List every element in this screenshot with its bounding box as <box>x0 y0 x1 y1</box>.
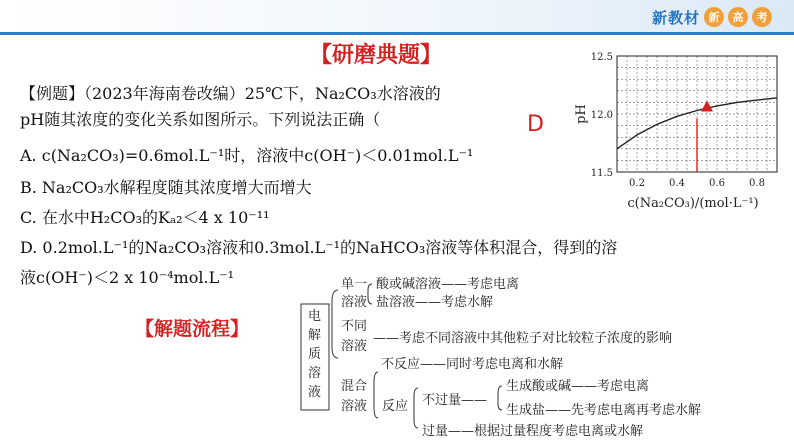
excess-brace <box>498 386 502 410</box>
top-bar <box>0 0 794 34</box>
chart-x-label: c(Na₂CO₃)/(mol·L⁻¹) <box>627 196 759 211</box>
brand-circle-1: 新 <box>704 7 724 27</box>
branch-different-label: 不同 <box>341 319 368 334</box>
option-c: C. 在水中H₂CO₃的Kₐ₂＜4 x 10⁻¹¹ <box>20 208 270 227</box>
chart-x-tick-label: 0.6 <box>709 178 725 189</box>
chart-y-tick-label: 12.0 <box>590 110 613 121</box>
question-line-2: pH随其浓度的变化关系如图所示。下列说法正确（ <box>20 110 381 129</box>
single-salt: 盐溶液——考虑水解 <box>376 295 494 310</box>
section-title: 【研磨典题】 <box>310 43 443 68</box>
top-bar-divider <box>0 32 794 35</box>
not-excess-salt: 生成盐——先考虑电离再考虑水解 <box>506 403 702 418</box>
branch-different-label-2: 溶液 <box>341 339 368 354</box>
different-desc: ——考虑不同溶液中其他粒子对比较粒子浓度的影响 <box>373 331 673 346</box>
chart-x-tick-label: 0.2 <box>629 178 645 189</box>
solution-flow-diagram <box>298 272 768 444</box>
answer-mark: D <box>527 112 544 137</box>
chart-x-tick-label: 0.4 <box>669 178 685 189</box>
branch-single-label: 单一 <box>341 277 368 292</box>
flow-title: 【解题流程】 <box>135 318 250 340</box>
option-a: A. c(Na₂CO₃)=0.6mol.L⁻¹时，溶液中c(OH⁻)＜0.01mol.L⁻¹ <box>20 146 474 165</box>
chart-y-tick-label: 11.5 <box>590 168 613 179</box>
single-brace <box>368 284 372 304</box>
reaction-not-excess: 不过量—— <box>422 393 488 408</box>
branch-mixed-label: 混合 <box>341 379 368 394</box>
mix-brace <box>374 372 378 418</box>
brand-text: 新教材 <box>651 8 700 27</box>
chart-x-tick-label: 0.8 <box>749 178 765 189</box>
root-char-5: 液 <box>308 385 322 400</box>
mixed-reaction: 反应 <box>382 399 409 414</box>
question-line-1: 【例题】（2023年海南卷改编）25℃下，Na₂CO₃水溶液的 <box>20 84 441 103</box>
option-b: B. Na₂CO₃水解程度随其浓度增大而增大 <box>20 178 312 197</box>
brand-logo <box>652 6 772 28</box>
root-brace <box>332 290 338 358</box>
branch-mixed-label-2: 溶液 <box>341 399 368 414</box>
brand-circle-2: 高 <box>728 7 748 27</box>
chart-y-label: pH <box>574 104 589 124</box>
option-d-line-1: D. 0.2mol.L⁻¹的Na₂CO₃溶液和0.3mol.L⁻¹的NaHCO₃溶液等体积混合，得到的溶 <box>20 238 618 257</box>
root-char-1: 电 <box>308 309 322 324</box>
root-char-2: 解 <box>308 328 322 343</box>
branch-single-label-2: 溶液 <box>341 295 368 310</box>
reaction-excess: 过量——根据过量程度考虑电离或水解 <box>422 424 644 439</box>
ph-concentration-chart <box>565 44 787 214</box>
single-acid-base: 酸或碱溶液——考虑电离 <box>376 277 520 292</box>
option-d-line-2: 液c(OH⁻)＜2 x 10⁻⁴mol.L⁻¹ <box>20 268 235 287</box>
mixed-no-reaction: 不反应——同时考虑电离和水解 <box>381 357 564 372</box>
root-char-3: 质 <box>308 347 322 362</box>
brand-circle-3: 考 <box>752 7 772 27</box>
not-excess-acid-base: 生成酸或碱——考虑电离 <box>506 379 650 394</box>
react-brace <box>414 388 418 428</box>
root-char-4: 溶 <box>308 366 322 381</box>
chart-y-tick-label: 12.5 <box>590 52 613 63</box>
